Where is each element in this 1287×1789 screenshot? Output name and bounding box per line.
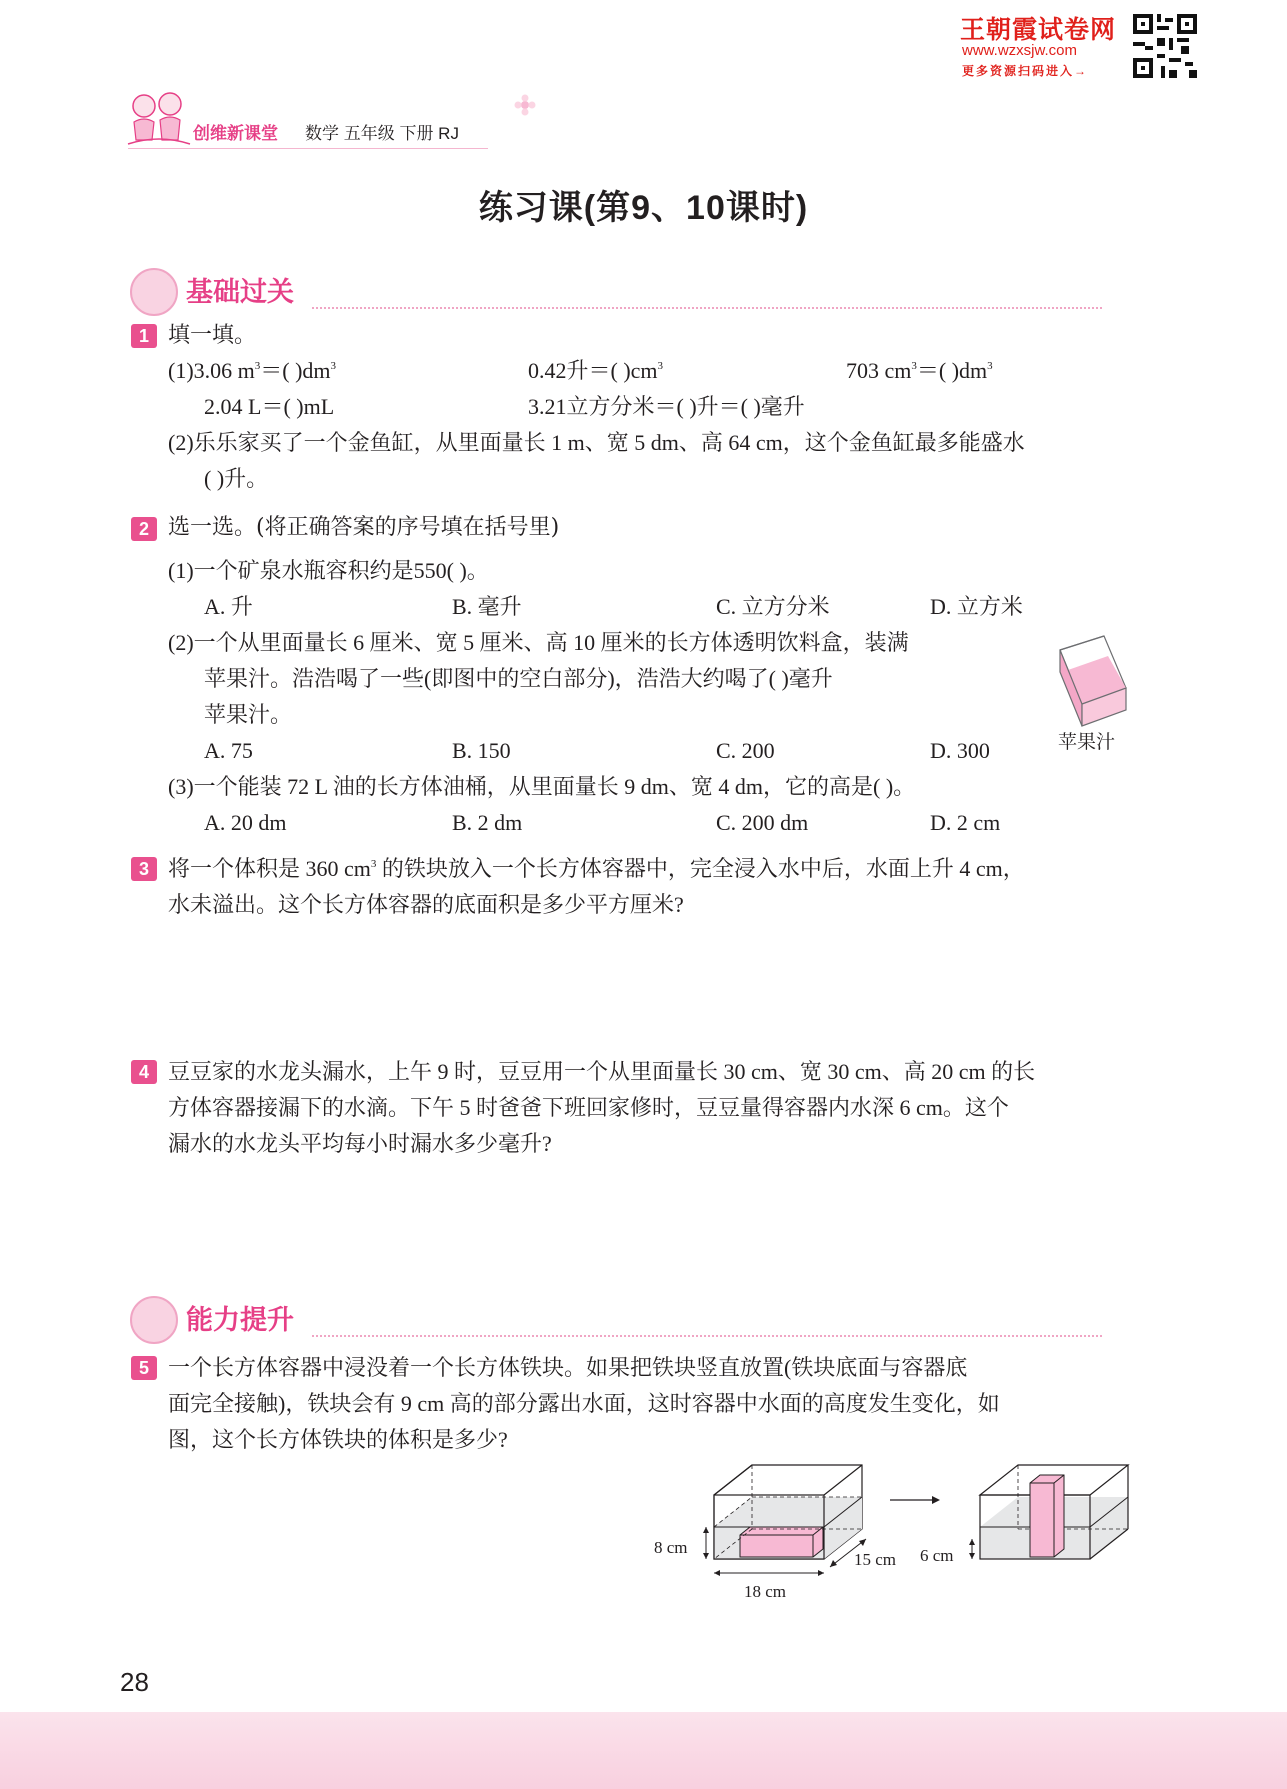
dimension-label: 8 cm (654, 1538, 688, 1557)
container-figure (640, 1455, 1140, 1605)
option-d: D. 300 (930, 738, 990, 763)
mascot-logo (126, 88, 192, 148)
fill-item: 0.42升＝( )$cm^3$ (528, 358, 664, 383)
option-a: A. 75 (204, 738, 253, 763)
option-d: D. 2 cm (930, 810, 1001, 835)
option-a: A. 升 (204, 594, 253, 619)
section-rule (312, 307, 1102, 309)
page-number: 28 (120, 1667, 149, 1697)
book-info: 数学 五年级 下册 RJ (305, 124, 459, 143)
option-c: C. 立方分米 (716, 594, 830, 619)
dimension-label: 15 cm (854, 1550, 897, 1569)
question-text: (2)乐乐家买了一个金鱼缸，从里面量长 1 m、宽 5 dm、高 64 cm，这个金鱼缸最多能盛水 (168, 430, 1025, 455)
option-b: B. 毫升 (452, 594, 522, 619)
question-text: (3)一个能装 72 L 油的长方体油桶，从里面量长 9 dm、宽 4 dm，它的高是( )。 (168, 774, 916, 799)
question-text: 图，这个长方体铁块的体积是多少? (168, 1427, 508, 1452)
figure-label: 苹果汁 (1058, 732, 1116, 753)
flower-icon (514, 94, 536, 116)
container-before (703, 1465, 866, 1576)
question-number: 1 (131, 324, 157, 348)
section-icon (130, 1296, 178, 1344)
qr-code-icon[interactable] (1133, 14, 1197, 78)
question-text: 豆豆家的水龙头漏水，上午 9 时，豆豆用一个从里面量长 30 cm、宽 30 cm、高 20 cm 的长 (168, 1059, 1036, 1084)
question-text: 水未溢出。这个长方体容器的底面积是多少平方厘米? (168, 892, 684, 917)
section-title-advanced: 能力提升 (186, 1305, 294, 1335)
dimension-label: 6 cm (920, 1546, 954, 1565)
fill-item: (1)3.06 $m^3=$( )$dm^3$ (168, 358, 337, 383)
page-title: 练习课(第9、10课时) (478, 189, 809, 227)
dimension-label: 18 cm (744, 1582, 787, 1601)
brand-url[interactable]: www.wzxsjw.com (962, 42, 1078, 59)
question-text: 苹果汁。浩浩喝了一些(即图中的空白部分)，浩浩大约喝了( )毫升 (204, 666, 833, 691)
option-a: A. 20 dm (204, 810, 287, 835)
series-name: 创维新课堂 (193, 124, 278, 143)
fill-item: 703 $cm^3=$( )$dm^3$ (846, 358, 993, 383)
question-text: (1)一个矿泉水瓶容积约是550( )。 (168, 558, 489, 583)
question-text: 将一个体积是 360 $cm^3$ 的铁块放入一个长方体容器中，完全浸入水中后，水面上升 4 cm， (168, 856, 1025, 881)
fill-item: 3.21立方分米＝( )升＝( )毫升 (528, 394, 805, 419)
question-text: 漏水的水龙头平均每小时漏水多少毫升? (168, 1131, 552, 1156)
option-d: D. 立方米 (930, 594, 1023, 619)
question-number: 3 (131, 857, 157, 881)
section-title-basic: 基础过关 (186, 277, 294, 307)
question-prompt: 选一选。(将正确答案的序号填在括号里) (168, 515, 560, 540)
question-number: 2 (131, 517, 157, 541)
question-text: 方体容器接漏下的水滴。下午 5 时爸爸下班回家修时，豆豆量得容器内水深 6 cm。这个 (168, 1095, 1009, 1120)
question-text: (2)一个从里面量长 6 厘米、宽 5 厘米、高 10 厘米的长方体透明饮料盒，装满 (168, 630, 909, 655)
question-number: 4 (131, 1060, 157, 1084)
brand-slogan: 更多资源扫码进入→ (962, 64, 1089, 78)
fill-item: 2.04 L＝( )mL (204, 394, 335, 419)
question-text: ( )升。 (204, 466, 269, 491)
option-c: C. 200 (716, 738, 775, 763)
section-rule (312, 1335, 1102, 1337)
transition-arrow-icon (890, 1496, 940, 1504)
header-rule (128, 148, 488, 149)
option-b: B. 2 dm (452, 810, 523, 835)
brand-title: 王朝霞试卷网 (960, 16, 1117, 44)
footer-band (0, 1712, 1287, 1789)
option-c: C. 200 dm (716, 810, 809, 835)
container-after (969, 1465, 1128, 1559)
question-prompt: 填一填。 (168, 323, 257, 348)
question-number: 5 (131, 1356, 157, 1380)
section-icon (130, 268, 178, 316)
question-text: 一个长方体容器中浸没着一个长方体铁块。如果把铁块竖直放置(铁块底面与容器底 (168, 1355, 968, 1380)
option-b: B. 150 (452, 738, 511, 763)
question-text: 苹果汁。 (204, 702, 293, 727)
juice-box-figure (1050, 632, 1132, 732)
question-text: 面完全接触)，铁块会有 9 cm 高的部分露出水面，这时容器中水面的高度发生变化，如 (168, 1391, 1000, 1416)
